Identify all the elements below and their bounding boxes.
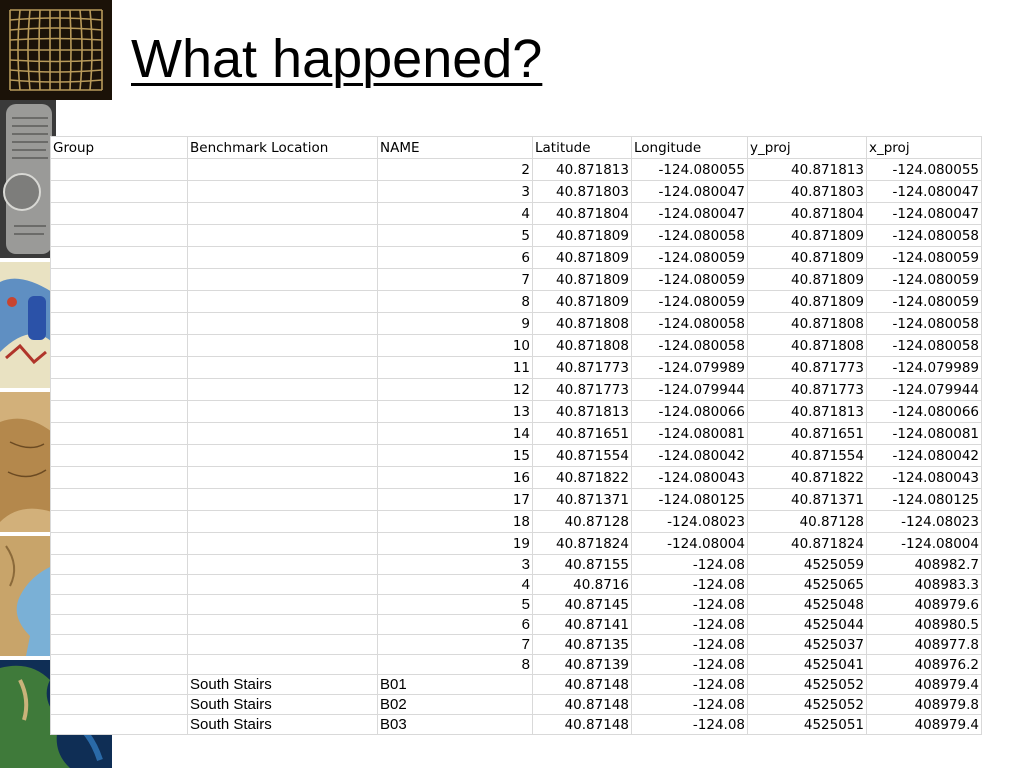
cell-bench — [188, 203, 378, 225]
cell-group — [51, 357, 188, 379]
table-row — [51, 269, 982, 291]
table-row — [51, 489, 982, 511]
header-group: Group — [51, 137, 188, 159]
table-row — [51, 467, 982, 489]
cell-latitude: 40.871824 — [533, 533, 632, 555]
cell-longitude: -124.080055 — [632, 159, 748, 181]
cell-name: 12 — [378, 379, 533, 401]
cell-group — [51, 655, 188, 675]
cell-y-proj: 40.871651 — [748, 423, 867, 445]
cell-y-proj: 40.871808 — [748, 335, 867, 357]
cell-name: 2 — [378, 159, 533, 181]
cell-name: B01 — [378, 675, 533, 695]
cell-x-proj: -124.080042 — [867, 445, 982, 467]
cell-y-proj: 40.871554 — [748, 445, 867, 467]
cell-latitude: 40.87135 — [533, 635, 632, 655]
greece-map-icon — [0, 536, 52, 656]
cell-x-proj: -124.080047 — [867, 203, 982, 225]
cell-y-proj: 40.87128 — [748, 511, 867, 533]
cell-longitude: -124.080058 — [632, 225, 748, 247]
cell-bench — [188, 467, 378, 489]
cell-group — [51, 313, 188, 335]
header-x-proj: x_proj — [867, 137, 982, 159]
cell-name: 11 — [378, 357, 533, 379]
cell-bench — [188, 575, 378, 595]
cell-group — [51, 159, 188, 181]
cell-group — [51, 247, 188, 269]
cell-longitude: -124.079989 — [632, 357, 748, 379]
table-row — [51, 247, 982, 269]
cell-name: 9 — [378, 313, 533, 335]
cell-group — [51, 181, 188, 203]
cell-latitude: 40.871809 — [533, 247, 632, 269]
cell-y-proj: 4525041 — [748, 655, 867, 675]
cell-name: 7 — [378, 635, 533, 655]
cell-longitude: -124.080125 — [632, 489, 748, 511]
cell-latitude: 40.8716 — [533, 575, 632, 595]
header-y-proj: y_proj — [748, 137, 867, 159]
cell-y-proj: 40.871371 — [748, 489, 867, 511]
cell-latitude: 40.871554 — [533, 445, 632, 467]
cell-y-proj: 40.871822 — [748, 467, 867, 489]
cell-name: 6 — [378, 615, 533, 635]
cell-group — [51, 555, 188, 575]
cell-bench — [188, 225, 378, 247]
cell-bench — [188, 595, 378, 615]
cell-name: 17 — [378, 489, 533, 511]
cell-longitude: -124.080047 — [632, 181, 748, 203]
table-row — [51, 379, 982, 401]
cell-x-proj: -124.079944 — [867, 379, 982, 401]
cell-group — [51, 269, 188, 291]
cell-group — [51, 401, 188, 423]
cell-longitude: -124.08 — [632, 595, 748, 615]
cell-longitude: -124.080059 — [632, 269, 748, 291]
cell-bench: South Stairs — [188, 695, 378, 715]
table-row — [51, 695, 982, 715]
cell-name: 19 — [378, 533, 533, 555]
cell-y-proj: 4525048 — [748, 595, 867, 615]
cell-longitude: -124.079944 — [632, 379, 748, 401]
table-row — [51, 675, 982, 695]
cell-longitude: -124.080058 — [632, 335, 748, 357]
cell-longitude: -124.080058 — [632, 313, 748, 335]
cell-bench — [188, 489, 378, 511]
table-row — [51, 445, 982, 467]
cell-bench — [188, 247, 378, 269]
cell-y-proj: 40.871813 — [748, 159, 867, 181]
table-row — [51, 159, 982, 181]
cell-latitude: 40.871809 — [533, 225, 632, 247]
cell-bench — [188, 335, 378, 357]
cell-x-proj: 408979.8 — [867, 695, 982, 715]
cell-x-proj: -124.080058 — [867, 335, 982, 357]
cell-latitude: 40.871773 — [533, 379, 632, 401]
table-row — [51, 615, 982, 635]
cell-latitude: 40.871809 — [533, 291, 632, 313]
cell-x-proj: -124.080059 — [867, 291, 982, 313]
cell-latitude: 40.871809 — [533, 269, 632, 291]
cell-latitude: 40.871803 — [533, 181, 632, 203]
cell-y-proj: 4525059 — [748, 555, 867, 575]
cell-name: 4 — [378, 575, 533, 595]
header-longitude: Longitude — [632, 137, 748, 159]
cell-bench — [188, 181, 378, 203]
cell-bench — [188, 357, 378, 379]
cell-y-proj: 40.871803 — [748, 181, 867, 203]
cell-longitude: -124.08 — [632, 675, 748, 695]
cell-y-proj: 40.871809 — [748, 291, 867, 313]
cell-latitude: 40.871773 — [533, 357, 632, 379]
cell-longitude: -124.080042 — [632, 445, 748, 467]
cell-longitude: -124.08 — [632, 575, 748, 595]
ancient-grid-map-icon — [0, 0, 112, 100]
cell-x-proj: -124.080081 — [867, 423, 982, 445]
cell-x-proj: -124.080066 — [867, 401, 982, 423]
cell-y-proj: 40.871809 — [748, 247, 867, 269]
table-row — [51, 335, 982, 357]
cell-longitude: -124.08 — [632, 615, 748, 635]
cell-latitude: 40.871813 — [533, 401, 632, 423]
cell-latitude: 40.87145 — [533, 595, 632, 615]
cell-group — [51, 695, 188, 715]
cell-name: 7 — [378, 269, 533, 291]
cell-latitude: 40.87128 — [533, 511, 632, 533]
cell-name: 5 — [378, 225, 533, 247]
cell-name: 13 — [378, 401, 533, 423]
cell-group — [51, 203, 188, 225]
cell-longitude: -124.08 — [632, 695, 748, 715]
cell-bench — [188, 615, 378, 635]
cell-y-proj: 4525051 — [748, 715, 867, 735]
cell-x-proj: -124.080058 — [867, 225, 982, 247]
cell-longitude: -124.08 — [632, 635, 748, 655]
cell-x-proj: -124.080125 — [867, 489, 982, 511]
cell-group — [51, 489, 188, 511]
table-row — [51, 181, 982, 203]
cell-longitude: -124.08004 — [632, 533, 748, 555]
cell-latitude: 40.87148 — [533, 715, 632, 735]
cell-bench — [188, 445, 378, 467]
cell-x-proj: 408979.4 — [867, 715, 982, 735]
cell-name: 3 — [378, 555, 533, 575]
cell-group — [51, 335, 188, 357]
cell-x-proj: -124.080043 — [867, 467, 982, 489]
medieval-map-icon — [0, 262, 52, 388]
cell-y-proj: 40.871773 — [748, 357, 867, 379]
clay-tablet-map-icon — [0, 100, 56, 258]
table-row — [51, 225, 982, 247]
cell-x-proj: 408979.4 — [867, 675, 982, 695]
cell-bench — [188, 533, 378, 555]
cell-longitude: -124.08 — [632, 655, 748, 675]
cell-latitude: 40.871808 — [533, 313, 632, 335]
cell-bench — [188, 401, 378, 423]
cell-y-proj: 4525065 — [748, 575, 867, 595]
table-row — [51, 575, 982, 595]
cell-x-proj: 408979.6 — [867, 595, 982, 615]
cell-bench — [188, 555, 378, 575]
cell-longitude: -124.080081 — [632, 423, 748, 445]
cell-longitude: -124.08023 — [632, 511, 748, 533]
slide-title: What happened? — [131, 29, 543, 89]
parchment-map-icon — [0, 392, 52, 532]
cell-x-proj: 408982.7 — [867, 555, 982, 575]
cell-name: B03 — [378, 715, 533, 735]
table-row — [51, 401, 982, 423]
cell-name: 5 — [378, 595, 533, 615]
table-row — [51, 313, 982, 335]
table-body-c — [51, 675, 982, 735]
cell-y-proj: 40.871804 — [748, 203, 867, 225]
cell-latitude: 40.87141 — [533, 615, 632, 635]
cell-y-proj: 40.871813 — [748, 401, 867, 423]
cell-x-proj: -124.08023 — [867, 511, 982, 533]
table-body-b — [51, 555, 982, 675]
cell-bench — [188, 423, 378, 445]
cell-group — [51, 423, 188, 445]
table-row — [51, 715, 982, 735]
table-header-row — [51, 137, 982, 159]
cell-name: 16 — [378, 467, 533, 489]
cell-y-proj: 40.871808 — [748, 313, 867, 335]
table-row — [51, 533, 982, 555]
table-row — [51, 595, 982, 615]
cell-longitude: -124.080059 — [632, 291, 748, 313]
cell-name: 14 — [378, 423, 533, 445]
cell-y-proj: 40.871809 — [748, 225, 867, 247]
cell-group — [51, 511, 188, 533]
cell-longitude: -124.080066 — [632, 401, 748, 423]
cell-latitude: 40.871813 — [533, 159, 632, 181]
cell-y-proj: 4525052 — [748, 695, 867, 715]
cell-x-proj: 408976.2 — [867, 655, 982, 675]
cell-name: 8 — [378, 291, 533, 313]
cell-x-proj: 408980.5 — [867, 615, 982, 635]
table-row — [51, 357, 982, 379]
cell-x-proj: -124.080055 — [867, 159, 982, 181]
table-body-a — [51, 159, 982, 555]
cell-group — [51, 715, 188, 735]
cell-longitude: -124.080059 — [632, 247, 748, 269]
cell-group — [51, 615, 188, 635]
table-row — [51, 635, 982, 655]
cell-latitude: 40.871822 — [533, 467, 632, 489]
cell-latitude: 40.87139 — [533, 655, 632, 675]
cell-group — [51, 635, 188, 655]
cell-x-proj: 408983.3 — [867, 575, 982, 595]
cell-bench — [188, 291, 378, 313]
cell-x-proj: -124.08004 — [867, 533, 982, 555]
cell-x-proj: -124.079989 — [867, 357, 982, 379]
cell-name: 8 — [378, 655, 533, 675]
cell-name: 6 — [378, 247, 533, 269]
table-row — [51, 423, 982, 445]
header-name: NAME — [378, 137, 533, 159]
cell-x-proj: -124.080058 — [867, 313, 982, 335]
cell-name: 10 — [378, 335, 533, 357]
cell-group — [51, 595, 188, 615]
cell-group — [51, 291, 188, 313]
cell-x-proj: 408977.8 — [867, 635, 982, 655]
cell-longitude: -124.08 — [632, 555, 748, 575]
cell-longitude: -124.08 — [632, 715, 748, 735]
table-row — [51, 655, 982, 675]
header-benchmark-location: Benchmark Location — [188, 137, 378, 159]
cell-bench — [188, 269, 378, 291]
cell-bench — [188, 655, 378, 675]
cell-group — [51, 379, 188, 401]
cell-y-proj: 40.871773 — [748, 379, 867, 401]
cell-y-proj: 40.871824 — [748, 533, 867, 555]
cell-group — [51, 675, 188, 695]
cell-latitude: 40.87148 — [533, 695, 632, 715]
cell-group — [51, 225, 188, 247]
cell-latitude: 40.871808 — [533, 335, 632, 357]
cell-name: 4 — [378, 203, 533, 225]
cell-bench: South Stairs — [188, 715, 378, 735]
cell-latitude: 40.871804 — [533, 203, 632, 225]
cell-x-proj: -124.080059 — [867, 247, 982, 269]
cell-y-proj: 4525044 — [748, 615, 867, 635]
cell-bench — [188, 635, 378, 655]
cell-name: B02 — [378, 695, 533, 715]
table-row — [51, 291, 982, 313]
cell-x-proj: -124.080059 — [867, 269, 982, 291]
cell-name: 18 — [378, 511, 533, 533]
cell-latitude: 40.87155 — [533, 555, 632, 575]
cell-name: 3 — [378, 181, 533, 203]
cell-longitude: -124.080047 — [632, 203, 748, 225]
cell-latitude: 40.87148 — [533, 675, 632, 695]
benchmark-table — [50, 136, 982, 735]
cell-group — [51, 467, 188, 489]
cell-latitude: 40.871371 — [533, 489, 632, 511]
cell-bench — [188, 511, 378, 533]
table-row — [51, 511, 982, 533]
cell-group — [51, 575, 188, 595]
cell-y-proj: 4525037 — [748, 635, 867, 655]
cell-longitude: -124.080043 — [632, 467, 748, 489]
cell-latitude: 40.871651 — [533, 423, 632, 445]
cell-y-proj: 4525052 — [748, 675, 867, 695]
cell-bench — [188, 159, 378, 181]
cell-y-proj: 40.871809 — [748, 269, 867, 291]
header-latitude: Latitude — [533, 137, 632, 159]
cell-x-proj: -124.080047 — [867, 181, 982, 203]
table-row — [51, 203, 982, 225]
cell-bench — [188, 379, 378, 401]
cell-group — [51, 445, 188, 467]
table-row — [51, 555, 982, 575]
cell-group — [51, 533, 188, 555]
cell-bench — [188, 313, 378, 335]
cell-name: 15 — [378, 445, 533, 467]
cell-bench: South Stairs — [188, 675, 378, 695]
